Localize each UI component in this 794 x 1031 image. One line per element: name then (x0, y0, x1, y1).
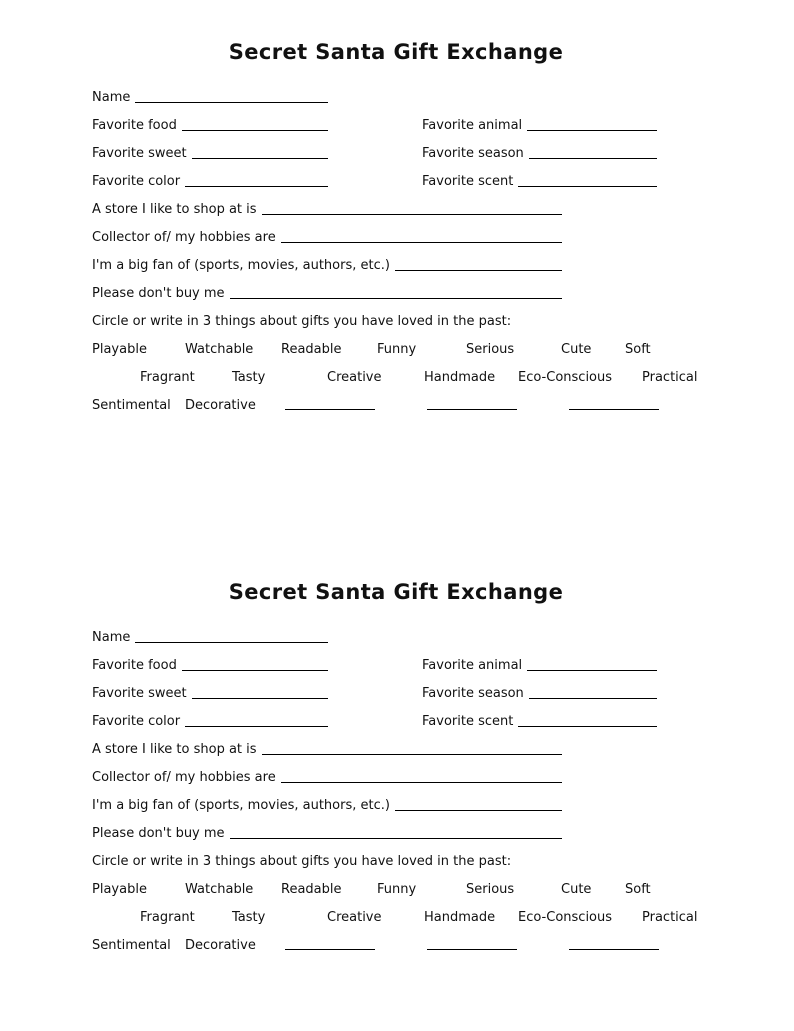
hobbies-label: Collector of/ my hobbies are (92, 230, 276, 245)
favorite-sweet-label: Favorite sweet (92, 146, 187, 161)
favorite-sweet-label: Favorite sweet (92, 686, 187, 701)
hobbies-row (92, 218, 702, 246)
gift-write-in-line-3[interactable] (569, 409, 659, 410)
favorite-animal-field (422, 658, 657, 674)
gift-word-readable: Readable (281, 342, 342, 357)
gift-word-eco-conscious: Eco-Conscious (518, 370, 613, 385)
gift-word-watchable: Watchable (185, 342, 254, 357)
favorite-scent-field (422, 714, 657, 730)
big-fan-row (92, 786, 702, 814)
favorite-food-write-in-line[interactable] (182, 130, 328, 131)
gift-word-creative: Creative (327, 370, 382, 385)
hobbies-label: Collector of/ my hobbies are (92, 770, 276, 785)
big-fan-field (92, 798, 562, 814)
store-write-in-line[interactable] (262, 214, 562, 215)
favorite-sweet-field (92, 146, 328, 162)
favorite-animal-label: Favorite animal (422, 118, 523, 133)
favorite-season-label: Favorite season (422, 686, 524, 701)
favorite-scent-field (422, 174, 657, 190)
gift-word-readable: Readable (281, 882, 342, 897)
store-row (92, 190, 702, 218)
paired-row-food-animal (92, 106, 702, 134)
name-field (92, 630, 328, 646)
favorite-scent-label: Favorite scent (422, 714, 514, 729)
favorite-food-label: Favorite food (92, 658, 177, 673)
favorite-color-label: Favorite color (92, 714, 181, 729)
form-title: Secret Santa Gift Exchange (228, 580, 564, 604)
favorite-animal-label: Favorite animal (422, 658, 523, 673)
favorite-food-write-in-line[interactable] (182, 670, 328, 671)
favorite-scent-write-in-line[interactable] (518, 186, 657, 187)
gift-write-in-line-1[interactable] (285, 409, 375, 410)
gift-word-playable: Playable (92, 342, 147, 357)
hobbies-row (92, 758, 702, 786)
dont-buy-field (92, 826, 562, 842)
gift-word-practical: Practical (642, 370, 698, 385)
gift-word-eco-conscious: Eco-Conscious (518, 910, 613, 925)
gift-word-fragrant: Fragrant (140, 910, 195, 925)
paired-row-sweet-season (92, 134, 702, 162)
gift-write-in-line-2[interactable] (427, 949, 517, 950)
dont-buy-label: Please don't buy me (92, 826, 225, 841)
circle-instruction-row (92, 842, 702, 870)
name-label: Name (92, 630, 131, 645)
gift-word-cute: Cute (561, 342, 592, 357)
favorite-season-label: Favorite season (422, 146, 524, 161)
name-row (92, 618, 702, 646)
hobbies-write-in-line[interactable] (281, 782, 562, 783)
gift-words-row-3 (92, 926, 702, 954)
dont-buy-field (92, 286, 562, 302)
paired-row-sweet-season (92, 674, 702, 702)
gift-word-cute: Cute (561, 882, 592, 897)
paired-row-color-scent (92, 702, 702, 730)
favorite-season-write-in-line[interactable] (529, 158, 657, 159)
paired-row-food-animal (92, 646, 702, 674)
gift-word-funny: Funny (377, 342, 417, 357)
form-title: Secret Santa Gift Exchange (228, 40, 564, 64)
gift-write-in-line-3[interactable] (569, 949, 659, 950)
favorite-food-label: Favorite food (92, 118, 177, 133)
favorite-season-field (422, 146, 657, 162)
big-fan-label: I'm a big fan of (sports, movies, authors, etc.) (92, 798, 390, 813)
gift-write-in-line-1[interactable] (285, 949, 375, 950)
name-write-in-line[interactable] (135, 642, 328, 643)
dont-buy-write-in-line[interactable] (230, 838, 562, 839)
favorite-sweet-write-in-line[interactable] (192, 698, 328, 699)
circle-instruction-row (92, 302, 702, 330)
gift-word-sentimental: Sentimental (92, 398, 171, 413)
favorite-sweet-field (92, 686, 328, 702)
hobbies-field (92, 770, 562, 786)
hobbies-write-in-line[interactable] (281, 242, 562, 243)
store-field (92, 202, 562, 218)
big-fan-row (92, 246, 702, 274)
gift-word-serious: Serious (466, 882, 515, 897)
store-field (92, 742, 562, 758)
store-row (92, 730, 702, 758)
store-write-in-line[interactable] (262, 754, 562, 755)
store-label: A store I like to shop at is (92, 202, 257, 217)
gift-word-playable: Playable (92, 882, 147, 897)
form-copy-2 (0, 580, 702, 954)
dont-buy-row (92, 814, 702, 842)
favorite-color-write-in-line[interactable] (185, 186, 328, 187)
big-fan-write-in-line[interactable] (395, 810, 562, 811)
big-fan-label: I'm a big fan of (sports, movies, authors, etc.) (92, 258, 390, 273)
gift-word-soft: Soft (625, 342, 651, 357)
gift-word-funny: Funny (377, 882, 417, 897)
section-spacer (0, 414, 794, 580)
gift-word-watchable: Watchable (185, 882, 254, 897)
favorite-animal-write-in-line[interactable] (527, 670, 657, 671)
gift-words-row-1 (92, 330, 702, 358)
form-copy-1 (0, 40, 702, 414)
name-row (92, 78, 702, 106)
gift-words-row-2 (92, 898, 702, 926)
dont-buy-write-in-line[interactable] (230, 298, 562, 299)
gift-words-row-1 (92, 870, 702, 898)
dont-buy-label: Please don't buy me (92, 286, 225, 301)
favorite-food-field (92, 658, 328, 674)
name-field (92, 90, 328, 106)
gift-word-serious: Serious (466, 342, 515, 357)
favorite-season-field (422, 686, 657, 702)
favorite-animal-write-in-line[interactable] (527, 130, 657, 131)
dont-buy-row (92, 274, 702, 302)
gift-write-in-line-2[interactable] (427, 409, 517, 410)
store-label: A store I like to shop at is (92, 742, 257, 757)
favorite-color-field (92, 714, 328, 730)
big-fan-field (92, 258, 562, 274)
favorite-sweet-write-in-line[interactable] (192, 158, 328, 159)
gift-word-creative: Creative (327, 910, 382, 925)
circle-instruction-text: Circle or write in 3 things about gifts you have loved in the past: (92, 854, 512, 869)
gift-word-handmade: Handmade (424, 910, 496, 925)
favorite-scent-write-in-line[interactable] (518, 726, 657, 727)
favorite-color-field (92, 174, 328, 190)
gift-word-sentimental: Sentimental (92, 938, 171, 953)
favorite-animal-field (422, 118, 657, 134)
favorite-scent-label: Favorite scent (422, 174, 514, 189)
name-label: Name (92, 90, 131, 105)
favorite-color-write-in-line[interactable] (185, 726, 328, 727)
gift-words-row-3 (92, 386, 702, 414)
gift-word-tasty: Tasty (232, 910, 266, 925)
favorite-color-label: Favorite color (92, 174, 181, 189)
gift-word-tasty: Tasty (232, 370, 266, 385)
gift-word-handmade: Handmade (424, 370, 496, 385)
circle-instruction-text: Circle or write in 3 things about gifts you have loved in the past: (92, 314, 512, 329)
name-write-in-line[interactable] (135, 102, 328, 103)
gift-word-practical: Practical (642, 910, 698, 925)
hobbies-field (92, 230, 562, 246)
paired-row-color-scent (92, 162, 702, 190)
favorite-season-write-in-line[interactable] (529, 698, 657, 699)
gift-word-soft: Soft (625, 882, 651, 897)
big-fan-write-in-line[interactable] (395, 270, 562, 271)
gift-word-fragrant: Fragrant (140, 370, 195, 385)
favorite-food-field (92, 118, 328, 134)
gift-word-decorative: Decorative (185, 398, 256, 413)
gift-word-decorative: Decorative (185, 938, 256, 953)
gift-words-row-2 (92, 358, 702, 386)
